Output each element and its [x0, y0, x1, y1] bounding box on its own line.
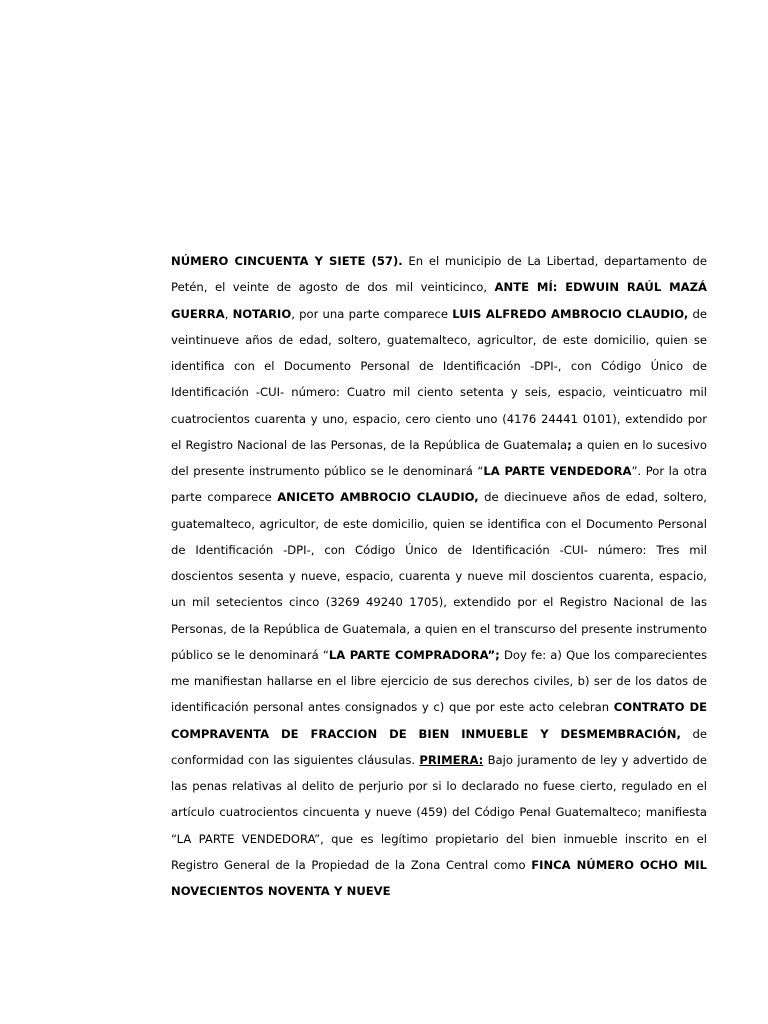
text-run: de veintinueve años de edad, soltero, guatemalteco, agricultor, de este domicilio, quien se identifica con el Documento Personal de Identificación -DPI-, con Código Único de Identificación -CUI- número: Cuatro mil ciento setenta y seis, espacio, veinticuatro mil cuatrocientos cuarenta y uno, espacio, cero ciento uno (4176 24441 0101), extendido por el Registro Nacional de las Personas, de la República de Guatemala — [171, 306, 707, 452]
text-run: Bajo juramento de ley y advertido de las penas relativas al delito de perjurio por si lo declarado no fuese cierto, regulado en el artículo cuatrocientos cincuenta y nueve (459) del Código Penal Guatemalteco; manifiesta “LA PARTE VENDEDORA”, que es legítimo propietario del bien inmueble inscrito en el Registro General de la Propiedad de la Zona Central como — [171, 752, 707, 872]
text-run: En el municipio de La Libertad, departamento de Petén, el veinte de agosto de dos mil veinticinco, — [171, 254, 708, 295]
text-run: de conformidad con las siguientes cláusulas. — [171, 726, 707, 767]
bold-text-run: LA PARTE COMPRADORA”; — [328, 647, 500, 662]
bold-text-run: ; — [567, 437, 572, 452]
bold-text-run: FINCA NÚMERO OCHO MIL NOVECIENTOS NOVENTA Y NUEVE — [171, 857, 707, 898]
bold-text-run: LA PARTE VENDEDORA — [483, 464, 632, 478]
text-run: , por una parte comparece — [291, 306, 453, 321]
document-paragraph — [171, 248, 707, 904]
bold-text-run: ANTE MÍ: EDWUIN RAÚL MAZÁ GUERRA — [171, 280, 707, 321]
clause-heading: PRIMERA: — [419, 752, 484, 767]
bold-text-run: CONTRATO DE COMPRAVENTA DE FRACCION DE BIEN INMUEBLE Y DESMEMBRACIÓN, — [171, 700, 707, 741]
bold-text-run: NÚMERO CINCUENTA Y SIETE (57). — [171, 254, 403, 268]
text-run: de diecinueve años de edad, soltero, guatemalteco, agricultor, de este domicilio, quien se identifica con el Documento Personal de Identificación -DPI-, con Código Único de Identificación -CUI- número: Tres mil doscientos sesenta y nueve, espacio, cuarenta y nueve mil doscientos cuarenta, espacio, un mil setecientos cinco (3269 49240 1705), extendido por el Registro Nacional de las Personas, de la República de Guatemala, a quien en el transcurso del presente instrumento público se le denominará “ — [171, 490, 707, 662]
bold-text-run: ANICETO AMBROCIO CLAUDIO, — [277, 490, 479, 505]
text-run: ”. Por la otra parte comparece — [171, 464, 707, 505]
bold-text-run: LUIS ALFREDO AMBROCIO CLAUDIO, — [452, 306, 689, 321]
text-run: a quien en lo sucesivo del presente instrumento público se le denominará “ — [171, 437, 707, 478]
text-run: , — [224, 306, 233, 321]
text-run: Doy fe: a) Que los comparecientes me manifiestan hallarse en el libre ejercicio de sus derechos civiles, b) ser de los datos de identificación personal antes consignados y c) que por este acto celebran — [171, 647, 708, 715]
bold-text-run: NOTARIO — [232, 306, 292, 321]
document-page — [171, 248, 707, 904]
